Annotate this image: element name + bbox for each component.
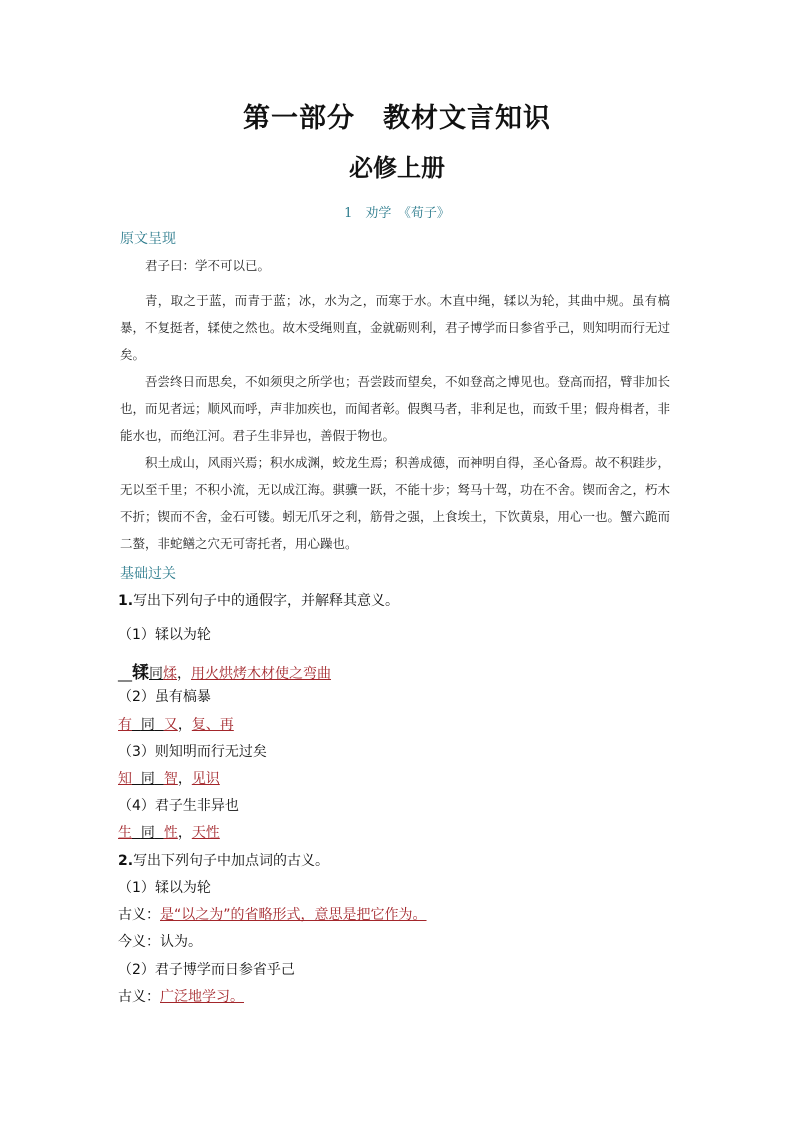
section-basics-label: 基础过关 [120,566,176,582]
q2-item-label: （2）君子博学而日参省乎己 [118,962,295,978]
q1-item-label: （1）𫐓以为轮 [118,627,211,643]
q2-item-label: （1）𫐓以为轮 [118,880,211,896]
question-1 [118,590,399,610]
section-original-label: 原文呈现 [120,231,176,247]
answer-target: 又 [163,717,178,733]
original-paragraph: 青，取之于蓝，而青于蓝；冰，水为之，而寒于水。木直中绳，𫐓以为轮，其曲中规。虽有槁暴，不复挺者，𫐓使之然也。故木受绳则直，金就砺则利，君子博学而日参省乎己，则知明而行无过矣。 [120,293,671,362]
answer-meaning: 见识 [191,771,220,787]
q1-item-answer: 有 同 又，复、再 [118,717,234,733]
answer-gu: 广泛地学习。 [160,989,244,1005]
answer-gu: 是“以之为”的省略形式，意思是把它作为。 [160,907,427,923]
q1-item-label: （2）虽有槁暴 [118,689,211,705]
part-title: 第一部分 教材文言知识 [243,103,551,134]
q1-item-answer: 生 同 性，天性 [118,825,220,841]
answer-target: 性 [163,825,178,841]
volume-title: 必修上册 [349,154,445,182]
answer-char: 有 [118,717,132,733]
answer-target: 煣 [163,666,177,682]
answer-tong: 同 [140,717,155,733]
answer-tong: 同 [140,825,155,841]
answer-char: 生 [118,825,132,841]
answer-char: 知 [118,771,132,787]
answer-meaning: 复、再 [191,717,234,733]
question-number: 2. [118,853,134,869]
original-text [120,252,670,557]
q2-item-jin: 今义：认为。 [118,934,202,950]
answer-target: 智 [163,771,178,787]
original-paragraph: 积土成山，风雨兴焉；积水成渊，蛟龙生焉；积善成德，而神明自得，圣心备焉。故不积跬步，无以至千里；不积小流，无以成江海。骐骥一跃，不能十步；驽马十驾，功在不舍。锲而舍之，朽木不折；锲而不舍，金石可镂。蚓无爪牙之利，筋骨之强，上食埃土，下饮黄泉，用心一也。蟹六跪而二螯，非蛇鳝之穴无可寄托者，用心躁也。 [120,455,671,551]
lesson-title: 1 劝学 《荀子》 [344,206,450,221]
question-number: 1. [118,593,134,609]
answer-tong: 同 [140,771,155,787]
original-paragraph: 吾尝终日而思矣，不如须臾之所学也；吾尝跂而望矣，不如登高之博见也。登高而招，臂非加长也，而见者远；顺风而呼，声非加疾也，而闻者彰。假舆马者，非利足也，而致千里；假舟楫者，非能水也，而绝江河。君子生非异也，善假于物也。 [120,374,671,443]
q2-item-gu: 古义：广泛地学习。 [118,989,244,1005]
answer-meaning: 天性 [191,825,220,841]
question-text: 写出下列句子中加点词的古义。 [133,853,330,869]
q1-item-label: （3）则知明而行无过矣 [118,744,267,760]
question-text: 写出下列句子中的通假字，并解释其意义。 [133,593,400,609]
question-2 [118,850,329,870]
q1-item-answer: __𫐓同煣，用火烘烤木材使之弯曲 [118,663,331,683]
answer-char: 𫐓 [132,663,149,683]
original-paragraph: 君子曰：学不可以已。 [145,258,271,273]
q2-item-gu: 古义：是“以之为”的省略形式，意思是把它作为。 [118,907,427,923]
answer-tong: 同 [149,666,163,682]
answer-jin: 认为。 [160,934,202,950]
q1-item-answer: 知 同 智，见识 [118,771,220,787]
answer-meaning: 用火烘烤木材使之弯曲 [191,666,331,682]
q1-item-label: （4）君子生非异也 [118,798,239,814]
